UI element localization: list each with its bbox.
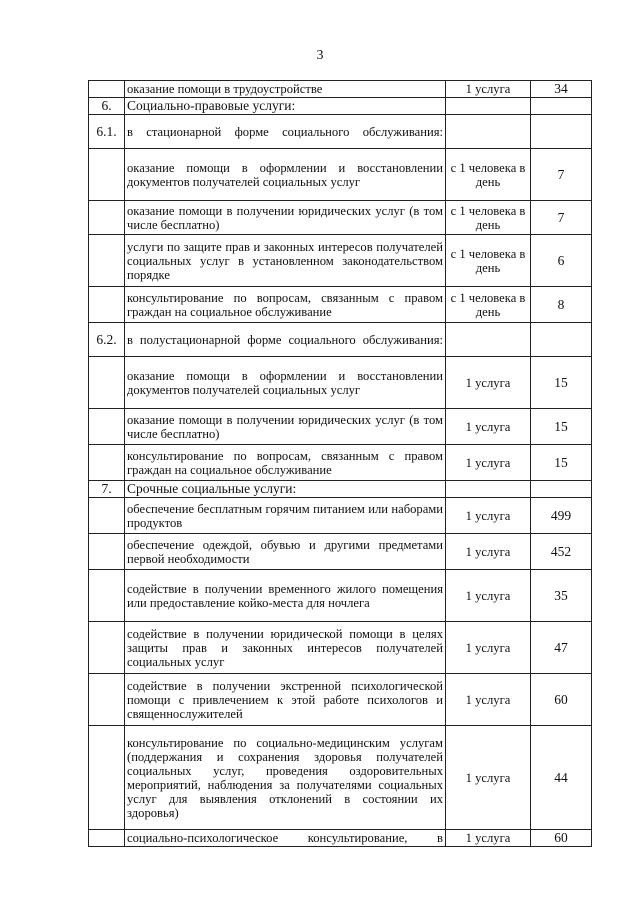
row-number [89,498,125,534]
service-count: 44 [531,726,592,830]
service-count: 15 [531,357,592,409]
service-count: 47 [531,622,592,674]
row-number: 6. [89,98,125,115]
section-title: Социально-правовые услуги: [125,98,446,115]
row-number [89,726,125,830]
service-unit [446,98,531,115]
table-row [89,534,592,570]
table-row [89,830,592,847]
service-unit: 1 услуга [446,498,531,534]
row-number [89,674,125,726]
service-count: 452 [531,534,592,570]
page-number: 3 [316,48,324,63]
row-number [89,570,125,622]
subsection-title: в стационарной форме социального обслуживания: [125,115,446,149]
service-unit: 1 услуга [446,445,531,481]
row-number [89,287,125,323]
service-name: оказание помощи в оформлении и восстановлении документов получателей социальных услуг [125,357,446,409]
service-unit [446,481,531,498]
table-row [89,481,592,498]
service-count [531,481,592,498]
services-table [88,80,592,847]
service-unit: с 1 человека в день [446,235,531,287]
service-count: 15 [531,445,592,481]
row-number [89,81,125,98]
service-count: 15 [531,409,592,445]
service-unit: с 1 человека в день [446,201,531,235]
service-count: 35 [531,570,592,622]
table-row [89,81,592,98]
service-name: содействие в получении временного жилого помещения или предоставление койко-места для ночлега [125,570,446,622]
table-row [89,674,592,726]
service-name: консультирование по вопросам, связанным с правом граждан на социальное обслуживание [125,445,446,481]
service-count: 60 [531,674,592,726]
service-name: консультирование по социально-медицинским услугам (поддержания и сохранения здоровья получателей социальных услуг, проведения оздоровительных мероприятий, наблюдения за получателями социальных услуг для выявления отклонений в состоянии их здоровья) [125,726,446,830]
service-unit: 1 услуга [446,570,531,622]
service-name: содействие в получении экстренной психологической помощи с привлечением к этой работе психологов и священнослужителей [125,674,446,726]
service-name: оказание помощи в оформлении и восстановлении документов получателей социальных услуг [125,149,446,201]
row-number: 6.1. [89,115,125,149]
row-number [89,201,125,235]
service-unit: 1 услуга [446,726,531,830]
service-count [531,98,592,115]
row-number: 7. [89,481,125,498]
table-row [89,570,592,622]
row-number [89,409,125,445]
service-count: 7 [531,149,592,201]
row-number [89,149,125,201]
table-row [89,409,592,445]
service-unit: 1 услуга [446,674,531,726]
table-row [89,287,592,323]
table-row [89,357,592,409]
service-unit: с 1 человека в день [446,287,531,323]
table-row [89,498,592,534]
service-name: оказание помощи в получении юридических услуг (в том числе бесплатно) [125,409,446,445]
service-name: оказание помощи в трудоустройстве [125,81,446,98]
service-count: 8 [531,287,592,323]
row-number [89,622,125,674]
service-unit: 1 услуга [446,830,531,847]
section-title: Срочные социальные услуги: [125,481,446,498]
service-count: 34 [531,81,592,98]
row-number [89,534,125,570]
service-unit: 1 услуга [446,622,531,674]
service-unit [446,115,531,149]
table-row [89,235,592,287]
service-unit: 1 услуга [446,409,531,445]
service-count [531,323,592,357]
service-name: содействие в получении юридической помощи в целях защиты прав и законных интересов получателей социальных услуг [125,622,446,674]
table-row [89,445,592,481]
service-count: 499 [531,498,592,534]
table-row [89,622,592,674]
subsection-title: в полустационарной форме социального обслуживания: [125,323,446,357]
service-name: услуги по защите прав и законных интересов получателей социальных услуг в установленном законодательством порядке [125,235,446,287]
row-number [89,830,125,847]
table-row [89,323,592,357]
service-name: оказание помощи в получении юридических услуг (в том числе бесплатно) [125,201,446,235]
table-row [89,149,592,201]
service-name: обеспечение одеждой, обувью и другими предметами первой необходимости [125,534,446,570]
service-count [531,115,592,149]
service-name: консультирование по вопросам, связанным с правом граждан на социальное обслуживание [125,287,446,323]
table-row [89,201,592,235]
row-number: 6.2. [89,323,125,357]
service-name: обеспечение бесплатным горячим питанием или наборами продуктов [125,498,446,534]
service-unit: 1 услуга [446,534,531,570]
table-row [89,98,592,115]
table-row [89,115,592,149]
table-row [89,726,592,830]
service-count: 6 [531,235,592,287]
service-unit [446,323,531,357]
row-number [89,357,125,409]
service-unit: 1 услуга [446,81,531,98]
service-name: социально-психологическое консультирование, в [125,830,446,847]
service-unit: 1 услуга [446,357,531,409]
row-number [89,235,125,287]
service-unit: с 1 человека в день [446,149,531,201]
row-number [89,445,125,481]
service-count: 7 [531,201,592,235]
service-count: 60 [531,830,592,847]
